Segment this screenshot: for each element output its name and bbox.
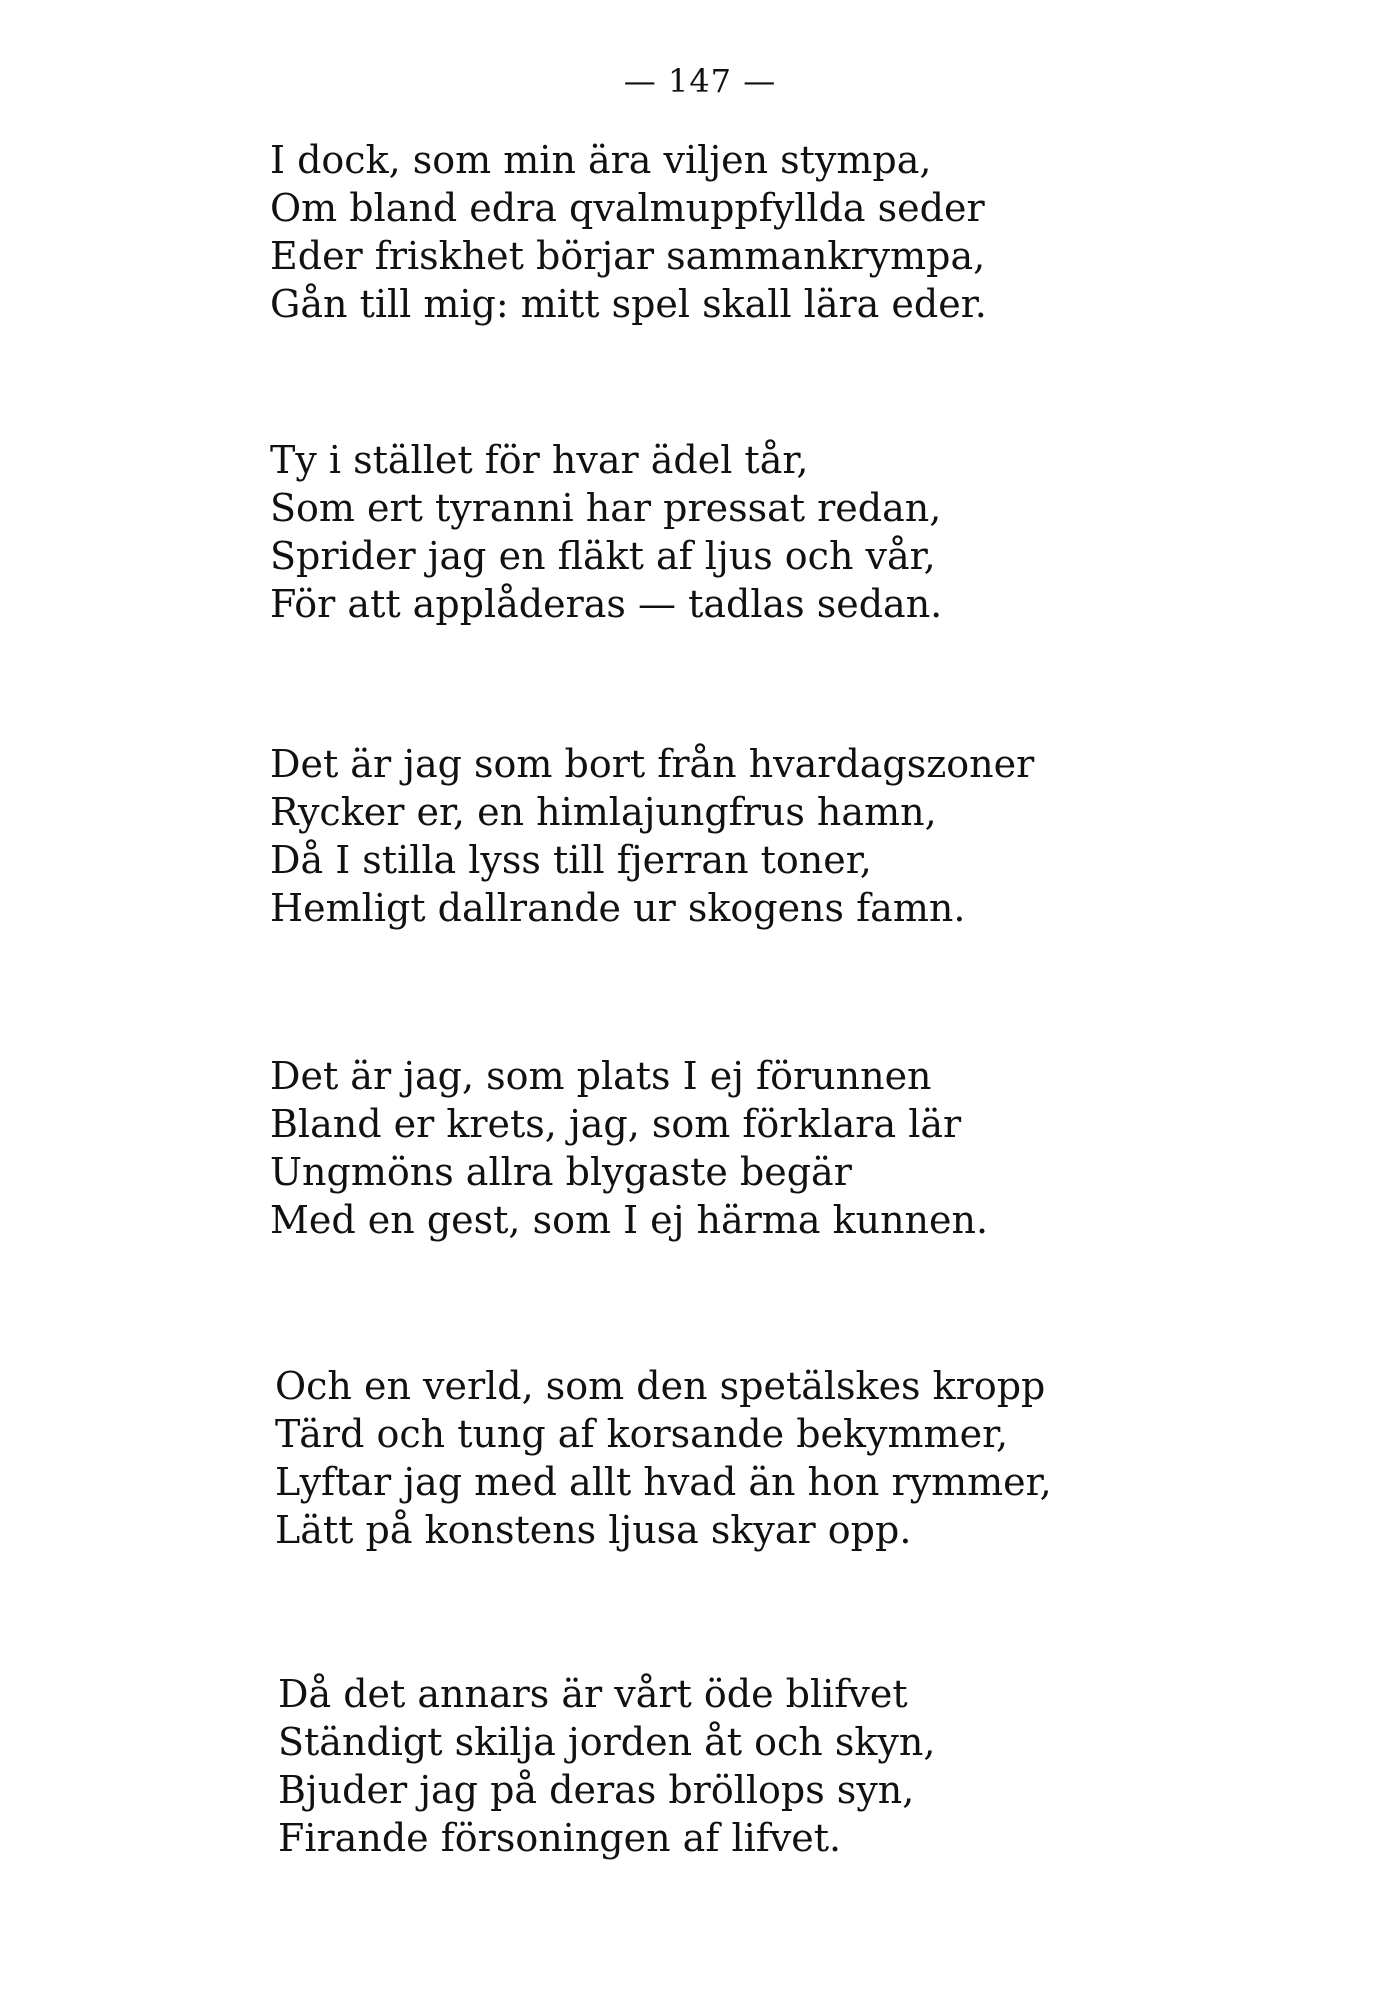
poem-line: Lätt på konstens ljusa skyar opp. bbox=[275, 1508, 912, 1552]
poem-line: Då I stilla lyss till fjerran toner, bbox=[270, 838, 872, 882]
poem-line: Det är jag, som plats I ej förunnen bbox=[270, 1054, 932, 1098]
poem-line: Som ert tyranni har pressat redan, bbox=[270, 486, 942, 530]
poem-line: Tärd och tung af korsande bekymmer, bbox=[275, 1412, 1009, 1456]
poem-line: Det är jag som bort från hvardagszoner bbox=[270, 742, 1035, 786]
poem-line: I dock, som min ära viljen stympa, bbox=[270, 138, 932, 182]
stanza-6 bbox=[278, 1670, 1178, 1862]
poem-line: Eder friskhet börjar sammankrympa, bbox=[270, 234, 986, 278]
stanza-5 bbox=[275, 1362, 1175, 1554]
poem-line: För att applåderas — tadlas sedan. bbox=[270, 582, 943, 626]
poem-line: Då det annars är vårt öde blifvet bbox=[278, 1672, 908, 1716]
page-number: — 147 — bbox=[623, 62, 777, 100]
poem-line: Ungmöns allra blygaste begär bbox=[270, 1150, 852, 1194]
stanza-1 bbox=[270, 136, 1170, 328]
poem-line: Med en gest, som I ej härma kunnen. bbox=[270, 1198, 989, 1242]
poem-line: Sprider jag en fläkt af ljus och vår, bbox=[270, 534, 936, 578]
poem-line: Bland er krets, jag, som förklara lär bbox=[270, 1102, 962, 1146]
poem-line: Ty i stället för hvar ädel tår, bbox=[270, 438, 809, 482]
poem-line: Firande försoningen af lifvet. bbox=[278, 1816, 842, 1860]
poem-line: Bjuder jag på deras bröllops syn, bbox=[278, 1768, 915, 1812]
stanza-4 bbox=[270, 1052, 1170, 1244]
poem-line: Och en verld, som den spetälskes kropp bbox=[275, 1364, 1046, 1408]
poem-line: Hemligt dallrande ur skogens famn. bbox=[270, 886, 966, 930]
poem-line: Om bland edra qvalmuppfyllda seder bbox=[270, 186, 985, 230]
stanza-3 bbox=[270, 740, 1170, 932]
stanza-2 bbox=[270, 436, 1170, 628]
poem-line: Ständigt skilja jorden åt och skyn, bbox=[278, 1720, 936, 1764]
poem-line: Lyftar jag med allt hvad än hon rymmer, bbox=[275, 1460, 1052, 1504]
poem-line: Gån till mig: mitt spel skall lära eder. bbox=[270, 282, 987, 326]
poem-line: Rycker er, en himlajungfrus hamn, bbox=[270, 790, 937, 834]
